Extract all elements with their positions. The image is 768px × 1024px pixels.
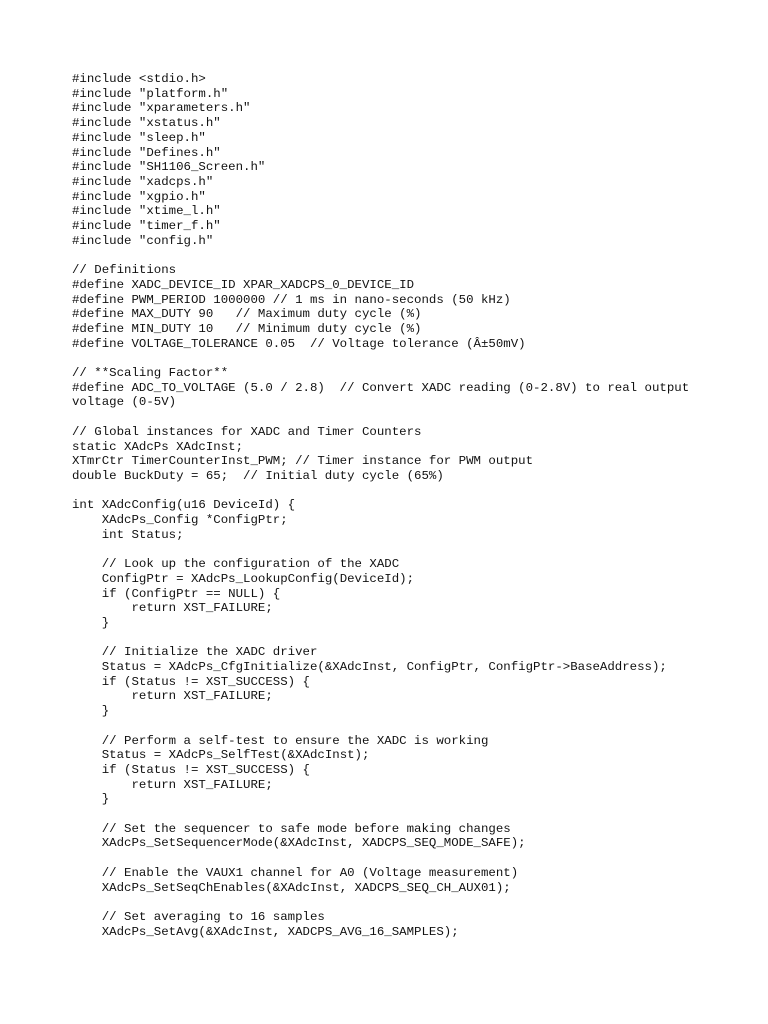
code-line: #include "xadcps.h" <box>72 174 214 189</box>
code-line: // Look up the configuration of the XADC <box>72 557 400 572</box>
code-line: // **Scaling Factor** <box>72 366 229 381</box>
code-line <box>72 351 732 366</box>
code-line <box>72 542 732 557</box>
code-line: int XAdcConfig(u16 DeviceId) { <box>72 498 296 513</box>
code-line: // Perform a self-test to ensure the XADC is working <box>72 733 489 748</box>
code-line <box>72 410 732 425</box>
code-line: XAdcPs_Config *ConfigPtr; <box>72 513 288 528</box>
code-line: #define ADC_TO_VOLTAGE (5.0 / 2.8) // Convert XADC reading (0-2.8V) to real output voltage (0-5V) <box>72 380 697 410</box>
code-line <box>72 484 732 499</box>
code-line: #define MIN_DUTY 10 // Minimum duty cycle (%) <box>72 321 422 336</box>
code-line <box>72 248 732 263</box>
code-line: XTmrCtr TimerCounterInst_PWM; // Timer instance for PWM output <box>72 454 534 469</box>
code-line: #define VOLTAGE_TOLERANCE 0.05 // Voltage tolerance (Â±50mV) <box>72 336 526 351</box>
code-line: Status = XAdcPs_CfgInitialize(&XAdcInst, ConfigPtr, ConfigPtr->BaseAddress); <box>72 660 667 675</box>
code-line: ConfigPtr = XAdcPs_LookupConfig(DeviceId); <box>72 571 415 586</box>
code-line: #define PWM_PERIOD 1000000 // 1 ms in nano-seconds (50 kHz) <box>72 292 511 307</box>
code-line: XAdcPs_SetSeqChEnables(&XAdcInst, XADCPS_SEQ_CH_AUX01); <box>72 880 511 895</box>
code-line <box>72 851 732 866</box>
code-line <box>72 807 732 822</box>
code-line: static XAdcPs XAdcInst; <box>72 439 244 454</box>
code-line: return XST_FAILURE; <box>72 601 273 616</box>
code-line: #include "SH1106_Screen.h" <box>72 160 266 175</box>
code-line: } <box>72 704 110 719</box>
code-line: // Definitions <box>72 263 177 278</box>
code-line: #include "xparameters.h" <box>72 101 251 116</box>
code-line: Status = XAdcPs_SelfTest(&XAdcInst); <box>72 748 370 763</box>
code-line: #include "Defines.h" <box>72 145 221 160</box>
code-line: // Enable the VAUX1 channel for A0 (Voltage measurement) <box>72 865 519 880</box>
code-line: return XST_FAILURE; <box>72 777 273 792</box>
code-line: #include "xstatus.h" <box>72 116 221 131</box>
code-line: #include "timer_f.h" <box>72 219 221 234</box>
code-line: // Set the sequencer to safe mode before making changes <box>72 821 511 836</box>
code-line: } <box>72 792 110 807</box>
code-line: XAdcPs_SetSequencerMode(&XAdcInst, XADCPS_SEQ_MODE_SAFE); <box>72 836 526 851</box>
code-line: #include "platform.h" <box>72 86 229 101</box>
code-line: } <box>72 615 110 630</box>
code-line: int Status; <box>72 527 184 542</box>
code-line: #include <stdio.h> <box>72 72 206 86</box>
code-line: XAdcPs_SetAvg(&XAdcInst, XADCPS_AVG_16_SAMPLES); <box>72 924 459 939</box>
code-line: return XST_FAILURE; <box>72 689 273 704</box>
code-line <box>72 631 732 646</box>
code-line: if (ConfigPtr == NULL) { <box>72 586 281 601</box>
code-line: double BuckDuty = 65; // Initial duty cycle (65%) <box>72 468 444 483</box>
code-listing <box>72 72 732 939</box>
code-line: #include "xtime_l.h" <box>72 204 221 219</box>
code-line: #include "xgpio.h" <box>72 189 206 204</box>
code-line: #include "config.h" <box>72 233 214 248</box>
code-line <box>72 719 732 734</box>
code-line: #define XADC_DEVICE_ID XPAR_XADCPS_0_DEVICE_ID <box>72 277 415 292</box>
code-line: if (Status != XST_SUCCESS) { <box>72 674 310 689</box>
code-line <box>72 895 732 910</box>
code-line: // Global instances for XADC and Timer Counters <box>72 424 422 439</box>
code-line: #define MAX_DUTY 90 // Maximum duty cycle (%) <box>72 307 422 322</box>
code-line: #include "sleep.h" <box>72 130 206 145</box>
code-line: if (Status != XST_SUCCESS) { <box>72 762 310 777</box>
code-line: // Initialize the XADC driver <box>72 645 318 660</box>
code-line: // Set averaging to 16 samples <box>72 909 325 924</box>
